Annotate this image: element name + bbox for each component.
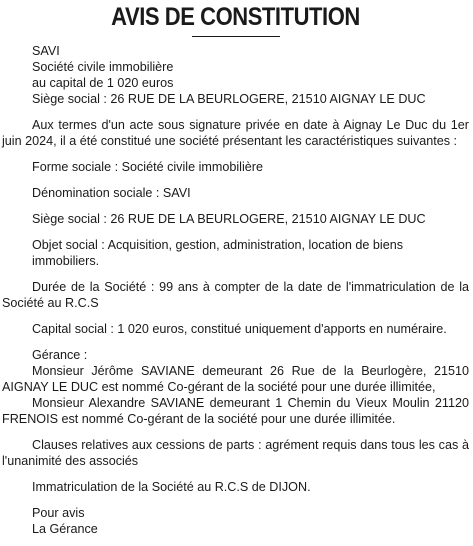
manager-1: Monsieur Jérôme SAVIANE demeurant 26 Rue de la Beurlogère, 21510 AIGNAY LE DUC est nommé Co-gérant de la société pour une durée illimitée,: [2, 364, 469, 394]
share-capital: Capital social : 1 020 euros, constitué uniquement d'apports en numéraire.: [32, 322, 447, 336]
company-capital: au capital de 1 020 euros: [32, 76, 174, 90]
registered-office: Siège social : 26 RUE DE LA BEURLOGERE, 21510 AIGNAY LE DUC: [32, 212, 426, 226]
notice-body: [2, 43, 469, 537]
management-section: [2, 347, 469, 427]
closing-signature: La Gérance: [32, 522, 98, 536]
company-type: Société civile immobilière: [32, 60, 174, 74]
transfer-clauses: Clauses relatives aux cessions de parts : agrément requis dans tous les cas à l'unanimité des associés: [2, 438, 469, 468]
company-header: [2, 43, 469, 107]
notice-title: AVIS DE CONSTITUTION: [111, 3, 360, 31]
company-name: SAVI: [32, 44, 60, 58]
closing-line-1: Pour avis: [32, 506, 85, 520]
corporate-purpose: Objet social : Acquisition, gestion, administration, location de biens immobiliers.: [32, 238, 404, 268]
intro-paragraph: Aux termes d'un acte sous signature privée en date à Aignay Le Duc du 1er juin 2024, il a été constitué une société présentant les caractéristiques suivantes :: [2, 118, 469, 148]
management-label: Gérance :: [32, 348, 88, 362]
legal-form: Forme sociale : Société civile immobilière: [32, 160, 263, 174]
company-duration: Durée de la Société : 99 ans à compter de la date de l'immatriculation de la Société au R.C.S: [2, 280, 469, 310]
company-denomination: Dénomination sociale : SAVI: [32, 186, 191, 200]
legal-notice: [0, 4, 473, 546]
company-seat: Siège social : 26 RUE DE LA BEURLOGERE, 21510 AIGNAY LE DUC: [32, 92, 426, 106]
manager-2: Monsieur Alexandre SAVIANE demeurant 1 Chemin du Vieux Moulin 21120 FRENOIS est nommé Co-gérant de la société pour une durée illimitée.: [2, 396, 469, 426]
title-underline: [192, 36, 280, 37]
closing: [2, 505, 469, 537]
registration: Immatriculation de la Société au R.C.S de DIJON.: [32, 480, 311, 494]
